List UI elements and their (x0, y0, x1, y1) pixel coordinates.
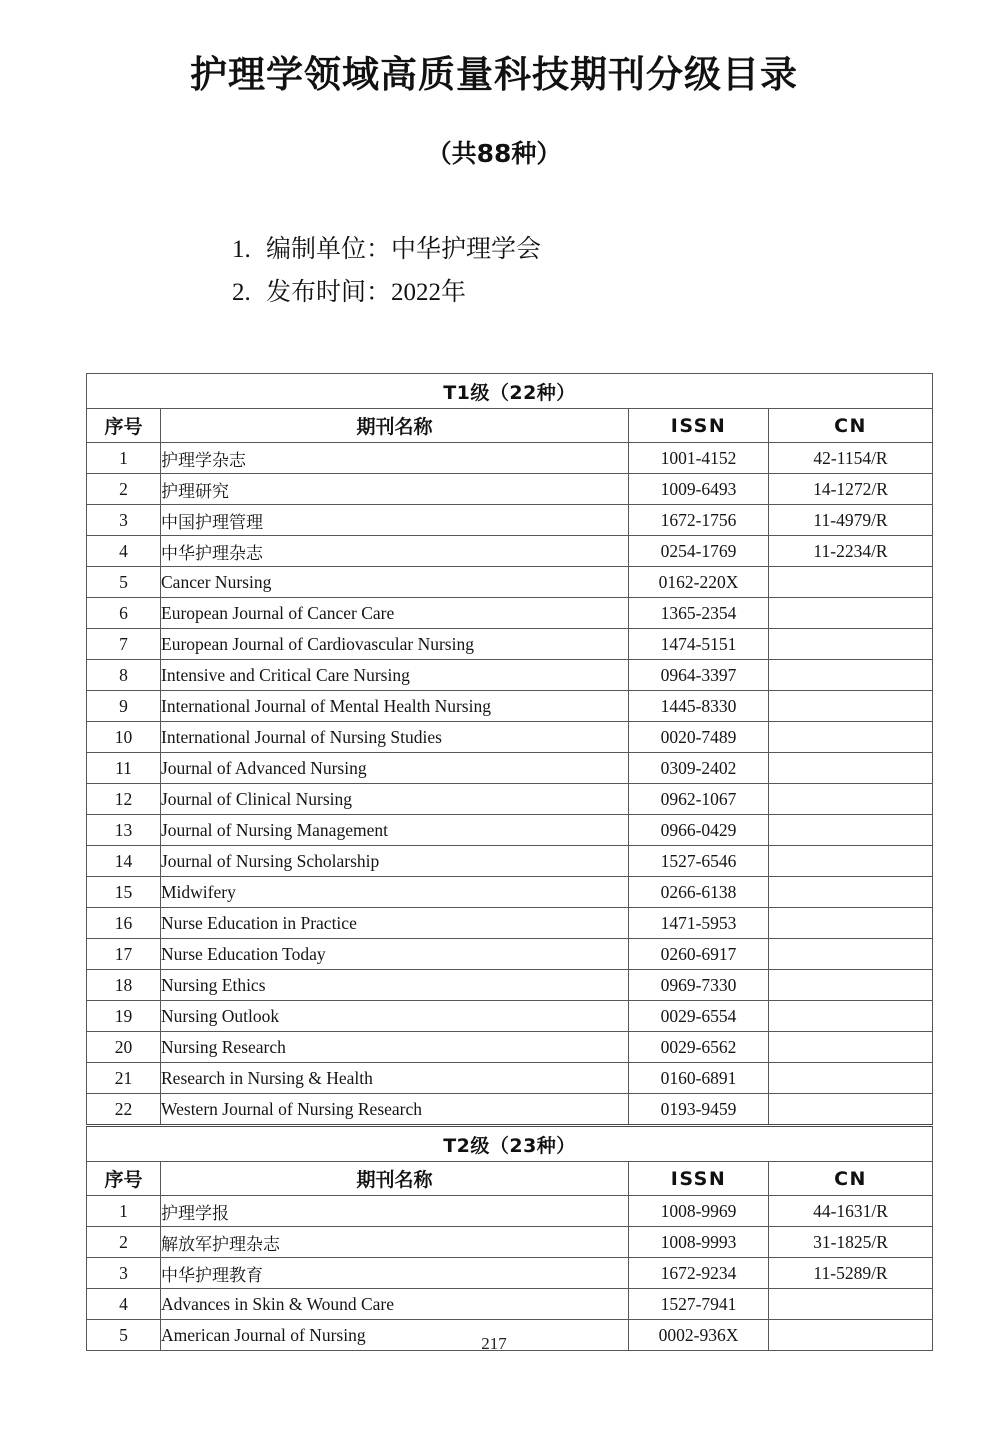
cell-issn: 0002-936X (629, 1320, 769, 1351)
table-row (87, 753, 933, 784)
cell-journal-name: Journal of Nursing Scholarship (161, 846, 629, 877)
cell-index: 16 (87, 908, 161, 939)
cell-cn (769, 1094, 933, 1126)
cell-cn (769, 877, 933, 908)
cell-index: 21 (87, 1063, 161, 1094)
table-row (87, 1001, 933, 1032)
cell-journal-name: Western Journal of Nursing Research (161, 1094, 629, 1126)
column-header-name: 期刊名称 (161, 409, 629, 443)
cell-cn: 14-1272/R (769, 474, 933, 505)
cell-issn: 0020-7489 (629, 722, 769, 753)
cell-issn: 1365-2354 (629, 598, 769, 629)
table-row (87, 567, 933, 598)
table-row (87, 877, 933, 908)
cell-journal-name: 中华护理教育 (161, 1258, 629, 1289)
cell-index: 1 (87, 443, 161, 474)
cell-index: 7 (87, 629, 161, 660)
cell-journal-name: Journal of Advanced Nursing (161, 753, 629, 784)
table-row (87, 660, 933, 691)
table-row (87, 908, 933, 939)
cell-issn: 0309-2402 (629, 753, 769, 784)
cell-journal-name: Advances in Skin & Wound Care (161, 1289, 629, 1320)
cell-issn: 1008-9969 (629, 1196, 769, 1227)
cell-cn: 11-2234/R (769, 536, 933, 567)
cell-issn: 1527-6546 (629, 846, 769, 877)
cell-journal-name: 护理学报 (161, 1196, 629, 1227)
section-heading: T1级（22种） (87, 374, 933, 409)
cell-journal-name: Cancer Nursing (161, 567, 629, 598)
column-header-row (87, 409, 933, 443)
cell-index: 6 (87, 598, 161, 629)
cell-issn: 0964-3397 (629, 660, 769, 691)
page-title: 护理学领域高质量科技期刊分级目录 (190, 53, 798, 96)
column-header-issn: ISSN (629, 1162, 769, 1196)
cell-index: 5 (87, 1320, 161, 1351)
table-row (87, 1196, 933, 1227)
table-row (87, 536, 933, 567)
cell-index: 2 (87, 474, 161, 505)
cell-issn: 0254-1769 (629, 536, 769, 567)
cell-cn (769, 753, 933, 784)
column-header-name: 期刊名称 (161, 1162, 629, 1196)
cell-journal-name: Midwifery (161, 877, 629, 908)
journal-ranking-table (86, 373, 933, 1351)
cell-cn (769, 970, 933, 1001)
column-header-no: 序号 (87, 1162, 161, 1196)
cell-journal-name: Nurse Education Today (161, 939, 629, 970)
cell-cn (769, 1001, 933, 1032)
cell-index: 3 (87, 1258, 161, 1289)
cell-journal-name: International Journal of Mental Health Nursing (161, 691, 629, 722)
list-item-number: 2. (232, 279, 251, 306)
cell-cn (769, 660, 933, 691)
cell-issn: 1471-5953 (629, 908, 769, 939)
column-header-cn: CN (769, 409, 933, 443)
cell-cn (769, 784, 933, 815)
cell-issn: 1445-8330 (629, 691, 769, 722)
table-row (87, 1032, 933, 1063)
cell-journal-name: Nursing Ethics (161, 970, 629, 1001)
cell-cn (769, 629, 933, 660)
cell-issn: 0162-220X (629, 567, 769, 598)
cell-index: 15 (87, 877, 161, 908)
table-row (87, 691, 933, 722)
cell-cn (769, 691, 933, 722)
cell-index: 17 (87, 939, 161, 970)
cell-issn: 1672-9234 (629, 1258, 769, 1289)
cell-issn: 0962-1067 (629, 784, 769, 815)
cell-journal-name: 中国护理管理 (161, 505, 629, 536)
cell-cn (769, 939, 933, 970)
cell-index: 9 (87, 691, 161, 722)
cell-journal-name: 解放军护理杂志 (161, 1227, 629, 1258)
cell-issn: 1527-7941 (629, 1289, 769, 1320)
cell-journal-name: 护理研究 (161, 474, 629, 505)
table-row (87, 443, 933, 474)
page-number: 217 (481, 1334, 507, 1353)
cell-journal-name: Nursing Research (161, 1032, 629, 1063)
table-row (87, 722, 933, 753)
page-subtitle: （共88种） (426, 139, 562, 168)
cell-index: 1 (87, 1196, 161, 1227)
cell-issn: 1008-9993 (629, 1227, 769, 1258)
cell-index: 2 (87, 1227, 161, 1258)
cell-issn: 0160-6891 (629, 1063, 769, 1094)
cell-cn (769, 1289, 933, 1320)
cell-index: 8 (87, 660, 161, 691)
cell-cn: 42-1154/R (769, 443, 933, 474)
cell-cn (769, 815, 933, 846)
cell-issn: 0266-6138 (629, 877, 769, 908)
cell-journal-name: Nurse Education in Practice (161, 908, 629, 939)
table-row (87, 1289, 933, 1320)
cell-index: 14 (87, 846, 161, 877)
cell-journal-name: 中华护理杂志 (161, 536, 629, 567)
table-row (87, 505, 933, 536)
section-heading-row (87, 374, 933, 409)
table-row (87, 846, 933, 877)
cell-journal-name: 护理学杂志 (161, 443, 629, 474)
column-header-no: 序号 (87, 409, 161, 443)
cell-index: 4 (87, 1289, 161, 1320)
list-item-label: 编制单位：中华护理学会 (266, 236, 542, 263)
table-row (87, 815, 933, 846)
cell-index: 18 (87, 970, 161, 1001)
section-heading: T2级（23种） (87, 1126, 933, 1162)
cell-cn: 11-5289/R (769, 1258, 933, 1289)
cell-journal-name: International Journal of Nursing Studies (161, 722, 629, 753)
list-item-label: 发布时间：2022年 (266, 279, 467, 306)
table-row (87, 1063, 933, 1094)
table-row (87, 1094, 933, 1126)
cell-index: 13 (87, 815, 161, 846)
table-row (87, 1258, 933, 1289)
list-item-number: 1. (232, 236, 251, 263)
cell-issn: 1009-6493 (629, 474, 769, 505)
cell-index: 10 (87, 722, 161, 753)
cell-journal-name: Intensive and Critical Care Nursing (161, 660, 629, 691)
table-row (87, 629, 933, 660)
cell-journal-name: European Journal of Cancer Care (161, 598, 629, 629)
table-row (87, 474, 933, 505)
cell-cn (769, 1032, 933, 1063)
cell-index: 3 (87, 505, 161, 536)
cell-index: 11 (87, 753, 161, 784)
cell-index: 4 (87, 536, 161, 567)
cell-issn: 0260-6917 (629, 939, 769, 970)
column-header-issn: ISSN (629, 409, 769, 443)
cell-issn: 0193-9459 (629, 1094, 769, 1126)
table-row (87, 970, 933, 1001)
cell-index: 19 (87, 1001, 161, 1032)
cell-issn: 0029-6562 (629, 1032, 769, 1063)
table-row (87, 1227, 933, 1258)
table-row (87, 598, 933, 629)
cell-issn: 1001-4152 (629, 443, 769, 474)
list-item (232, 228, 541, 271)
column-header-row (87, 1162, 933, 1196)
cell-cn: 11-4979/R (769, 505, 933, 536)
cell-journal-name: Research in Nursing & Health (161, 1063, 629, 1094)
cell-cn (769, 567, 933, 598)
section-heading-row (87, 1126, 933, 1162)
table-row (87, 784, 933, 815)
cell-index: 12 (87, 784, 161, 815)
cell-cn (769, 1063, 933, 1094)
cell-journal-name: American Journal of Nursing (161, 1320, 629, 1351)
cell-journal-name: Journal of Nursing Management (161, 815, 629, 846)
list-item (232, 271, 541, 314)
cell-index: 22 (87, 1094, 161, 1126)
cell-issn: 1474-5151 (629, 629, 769, 660)
cell-issn: 0029-6554 (629, 1001, 769, 1032)
cell-journal-name: European Journal of Cardiovascular Nursing (161, 629, 629, 660)
cell-cn (769, 598, 933, 629)
cell-cn: 31-1825/R (769, 1227, 933, 1258)
cell-issn: 0966-0429 (629, 815, 769, 846)
metadata-list (232, 228, 541, 314)
cell-issn: 0969-7330 (629, 970, 769, 1001)
cell-issn: 1672-1756 (629, 505, 769, 536)
cell-cn (769, 722, 933, 753)
cell-index: 5 (87, 567, 161, 598)
cell-journal-name: Nursing Outlook (161, 1001, 629, 1032)
cell-cn (769, 846, 933, 877)
cell-journal-name: Journal of Clinical Nursing (161, 784, 629, 815)
column-header-cn: CN (769, 1162, 933, 1196)
table-row (87, 939, 933, 970)
cell-cn: 44-1631/R (769, 1196, 933, 1227)
cell-cn (769, 908, 933, 939)
cell-index: 20 (87, 1032, 161, 1063)
